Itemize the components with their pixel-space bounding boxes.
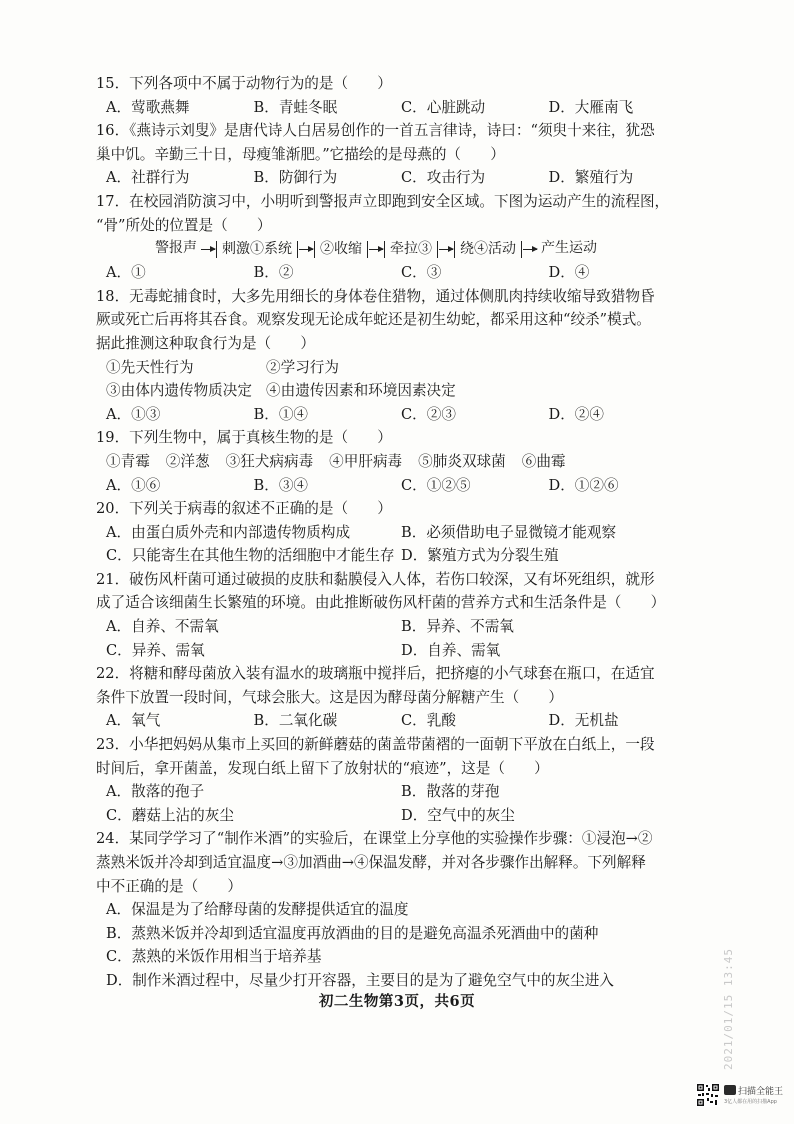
answer-option: D．无机盐 [548,712,619,730]
question-15-stem-line: 15．下列各项中不属于动物行为的是（ ） [96,75,392,92]
answer-option: C．③ [401,264,442,282]
organism-item: ⑤肺炎双球菌 [418,452,506,470]
statement-item: ②学习行为 [266,358,339,376]
question-21-stem-line: 成了适合该细菌生长繁殖的环境。由此推断破伤风杆菌的营养方式和生活条件是（ ） [96,594,666,612]
flow-node: 产生运动 [541,240,597,257]
scanner-brand: 扫描全能王 [738,1087,784,1097]
question-18-stem-line: 厥或死亡后再将其吞食。观察发现无论成年蛇还是初生幼蛇，都采用这种“绞杀”模式。 [96,311,651,329]
qr-code-icon [696,1083,720,1107]
page-footer: 初二生物第3页，共6页 [318,993,476,1010]
answer-option: B．蒸熟米饭并冷却到适宜温度再放酒曲的目的是避免高温杀死酒曲中的菌种 [106,924,599,942]
answer-options [96,166,696,190]
question-20 [96,497,696,568]
statement-row [96,379,696,403]
organism-item: ①青霉 [106,452,150,470]
statement-item: ④由遗传因素和环境因素决定 [266,382,456,400]
timestamp-watermark: 2021/01/15 13:45 [722,948,735,1070]
question-16-stem-line: 16．《燕诗示刘叟》是唐代诗人白居易创作的一首五言律诗，诗曰：“须臾十来往，犹恐 [96,122,655,140]
question-24-stem-line: 中不正确的是（ ） [96,877,242,895]
answer-options [96,96,696,120]
question-20-stem-line: 20．下列关于病毒的叙述不正确的是（ ） [96,500,392,518]
answer-options [96,709,696,733]
answer-option: C．异养、需氧 [106,641,205,659]
question-22 [96,662,696,733]
answer-option: B．异养、不需氧 [401,618,514,636]
question-21 [96,568,696,662]
answer-option: C．乳酸 [401,712,456,730]
answer-option: B．③④ [253,476,309,494]
flow-arrow-icon [369,249,383,250]
question-24 [96,827,696,992]
answer-option: D．①②⑥ [548,476,619,494]
answer-option: C．①②⑤ [401,476,471,494]
flow-arrow-icon [201,249,215,250]
question-15 [96,72,696,119]
question-18-stem-line: 据此推测这种取食行为是（ ） [96,334,315,352]
organism-item: ④甲肝病毒 [329,452,403,470]
answer-option: A．自养、不需氧 [106,618,219,636]
flow-node: ②收缩 [314,241,368,258]
scanner-subtitle: 3亿人都在用的扫描App [724,1099,777,1105]
answer-option: D．制作米酒过程中，尽量少打开容器，主要目的是为了避免空气中的灰尘进入 [106,971,614,989]
answer-option: A．莺歌燕舞 [106,98,190,116]
question-19 [96,426,696,497]
flow-arrow-icon [523,249,537,250]
question-16 [96,119,696,190]
scanner-watermark [724,1084,788,1108]
question-23 [96,733,696,827]
question-16-stem-line: 巢中饥。辛勤三十日，母瘦雏渐肥。”它描绘的是母燕的（ ） [96,145,505,163]
answer-option: C．②③ [401,405,456,423]
statement-item: ①先天性行为 [106,358,194,376]
motion-flowchart [96,237,696,261]
answer-option: A．由蛋白质外壳和内部遗传物质构成 [106,523,351,541]
question-24-stem-line: 24．某同学学习了“制作米酒”的实验后，在课堂上分享他的实验操作步骤：①浸泡→② [96,830,653,848]
organism-item: ⑥曲霉 [521,452,566,470]
answer-option: A．①③ [106,405,161,423]
answer-option: A．氧气 [106,712,161,730]
question-22-stem-line: 22．将糖和酵母菌放入装有温水的玻璃瓶中搅拌后，把挤瘪的小气球套在瓶口，在适宜 [96,665,655,683]
question-18 [96,285,696,427]
question-17-stem-line: 17．在校园消防演习中，小明听到警报声立即跑到安全区域。下图为运动产生的流程图， [96,192,670,210]
flow-node: 绕④活动 [454,241,522,258]
answer-options-row [96,804,696,828]
organism-item: ②洋葱 [165,452,210,470]
answer-option: D．②④ [548,405,604,423]
question-18-stem-line: 18．无毒蛇捕食时，大多先用细长的身体卷住猎物，通过体侧肌肉持续收缩导致猎物昏 [96,287,655,305]
flow-node: 刺激①系统 [216,241,298,258]
statement-row [96,356,696,380]
answer-option: D．大雁南飞 [548,98,634,116]
answer-options [96,474,696,498]
answer-option: B．必须借助电子显微镜才能观察 [401,523,617,541]
question-23-stem-line: 时间后，拿开菌盖，发现白纸上留下了放射状的“痕迹”，这是（ ） [96,759,549,777]
answer-option: C．蒸熟的米饭作用相当于培养基 [106,948,322,966]
organism-list [96,450,696,474]
answer-options [96,261,696,285]
answer-option: B．青蛙冬眠 [253,98,338,116]
answer-options-row [96,544,696,568]
answer-option: A．① [106,264,146,282]
answer-option: B．防御行为 [253,169,338,187]
question-17 [96,190,696,285]
answer-option: A．保温是为了给酵母菌的发酵提供适宜的温度 [106,901,409,919]
answer-options-row [96,780,696,804]
answer-options-row [96,639,696,663]
answer-option: B．①④ [253,405,309,423]
question-22-stem-line: 条件下放置一段时间，气球会胀大。这是因为酵母菌分解糖产生（ ） [96,688,564,706]
answer-option: C．攻击行为 [401,169,486,187]
answer-option: B．散落的芽孢 [401,783,500,801]
answer-option: A．①⑥ [106,476,161,494]
scanner-logo-icon [724,1085,736,1095]
flow-arrow-icon [439,249,453,250]
answer-option-row [96,898,696,922]
answer-options [96,403,696,427]
answer-option: D．空气中的灰尘 [401,806,515,824]
answer-option: D．繁殖行为 [548,169,634,187]
answer-options-row [96,521,696,545]
answer-option-row [96,922,696,946]
flow-arrow-icon [299,249,313,250]
answer-option: D．繁殖方式为分裂生殖 [401,547,559,565]
answer-option: B．② [253,264,294,282]
question-23-stem-line: 23．小华把妈妈从集市上买回的新鲜蘑菇的菌盖带菌褶的一面朝下平放在白纸上，一段 [96,736,655,754]
question-list [96,72,696,993]
answer-option-row [96,945,696,969]
question-24-stem-line: 蒸熟米饭并冷却到适宜温度→③加酒曲→④保温发酵，并对各步骤作出解释。下列解释 [96,854,646,871]
answer-option: D．自养、需氧 [401,641,501,659]
answer-option: D．④ [548,264,590,282]
flow-node: 警报声 [155,240,197,257]
answer-option: C．心脏跳动 [401,98,486,116]
organism-item: ③狂犬病病毒 [225,452,314,470]
answer-option: B．二氧化碳 [253,712,338,730]
answer-option: A．散落的孢子 [106,783,205,801]
answer-option: C．蘑菇上沾的灰尘 [106,806,234,824]
answer-options-row [96,615,696,639]
question-17-stem-line: “骨”所处的位置是（ ） [96,216,272,234]
question-21-stem-line: 21．破伤风杆菌可通过破损的皮肤和黏膜侵入人体，若伤口较深，又有坏死组织，就形 [96,570,655,588]
flow-node: 牵拉③ [384,241,438,258]
answer-option: C．只能寄生在其他生物的活细胞中才能生存 [106,547,395,565]
answer-option: A．社群行为 [106,169,190,187]
statement-item: ③由体内遗传物质决定 [106,382,252,400]
question-19-stem-line: 19．下列生物中，属于真核生物的是（ ） [96,429,392,447]
